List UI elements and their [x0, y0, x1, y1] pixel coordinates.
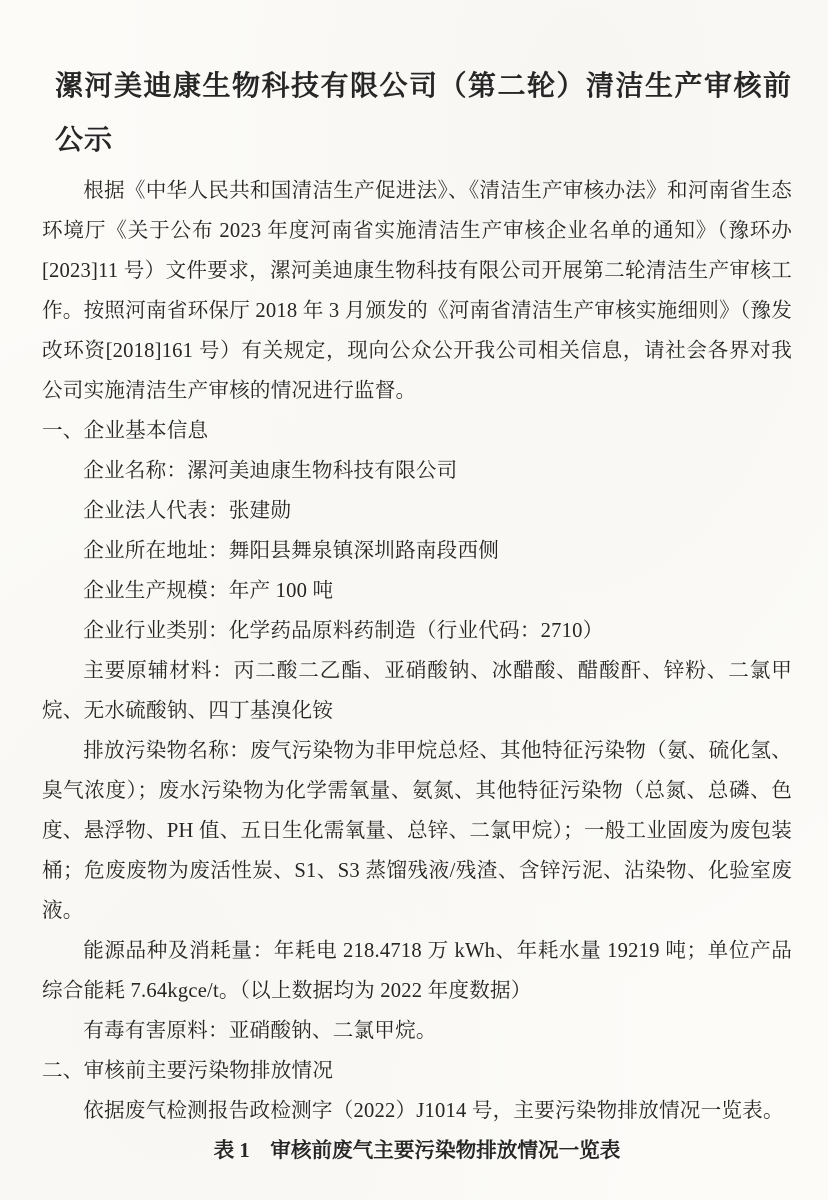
section-pre-audit-emissions-heading: 二、审核前主要污染物排放情况	[42, 1060, 334, 1082]
document-title: 漯河美迪康生物科技有限公司（第二轮）清洁生产审核前公示	[55, 71, 792, 156]
intro-paragraph: 根据《中华人民共和国清洁生产促进法》、《清洁生产审核办法》和河南省生态环境厅《关于公布 2023 年度河南省实施清洁生产审核企业名单的通知》（豫环办[2023]11 号）文件要求，漯河美迪康生物科技有限公司开展第二轮清洁生产审核工作。按照河南省环保厅 2018 年 3 月颁发的《河南省清洁生产审核实施细则》（豫发改环资[2018]161 号）有关规定，现向公众公开我公司相关信息，请社会各界对我公司实施清洁生产审核的情况进行监督。	[42, 180, 792, 402]
field-company-name: 企业名称：漯河美迪康生物科技有限公司	[83, 460, 458, 482]
table-1-caption: 表 1 审核前废气主要污染物排放情况一览表	[213, 1140, 621, 1162]
section-basic-info-heading: 一、企业基本信息	[42, 420, 209, 442]
field-production-scale: 企业生产规模：年产 100 吨	[83, 580, 334, 602]
field-toxic-materials: 有毒有害原料：亚硝酸钠、二氯甲烷。	[83, 1020, 437, 1042]
field-industry-category: 企业行业类别：化学药品原料药制造（行业代码：2710）	[83, 620, 604, 642]
field-energy-consumption: 能源品种及消耗量：年耗电 218.4718 万 kWh、年耗水量 19219 吨；单位产品综合能耗 7.64kgce/t。（以上数据均为 2022 年度数据）	[42, 940, 792, 1002]
field-legal-representative: 企业法人代表：张建勋	[83, 500, 292, 522]
field-company-address: 企业所在地址：舞阳县舞泉镇深圳路南段西侧	[83, 540, 500, 562]
basis-paragraph: 依据废气检测报告政检测字（2022）J1014 号，主要污染物排放情况一览表。	[83, 1100, 784, 1122]
field-pollutant-names: 排放污染物名称：废气污染物为非甲烷总烃、其他特征污染物（氨、硫化氢、臭气浓度）；废水污染物为化学需氧量、氨氮、其他特征污染物（总氮、总磷、色度、悬浮物、PH 值、五日生化需氧量、总锌、二氯甲烷）；一般工业固废为废包装桶；危废废物为废活性炭、S1、S3 蒸馏残液/残渣、含锌污泥、沾染物、化验室废液。	[42, 740, 792, 922]
field-raw-materials: 主要原辅材料：丙二酸二乙酯、亚硝酸钠、冰醋酸、醋酸酐、锌粉、二氯甲烷、无水硫酸钠、四丁基溴化铵	[42, 660, 792, 722]
